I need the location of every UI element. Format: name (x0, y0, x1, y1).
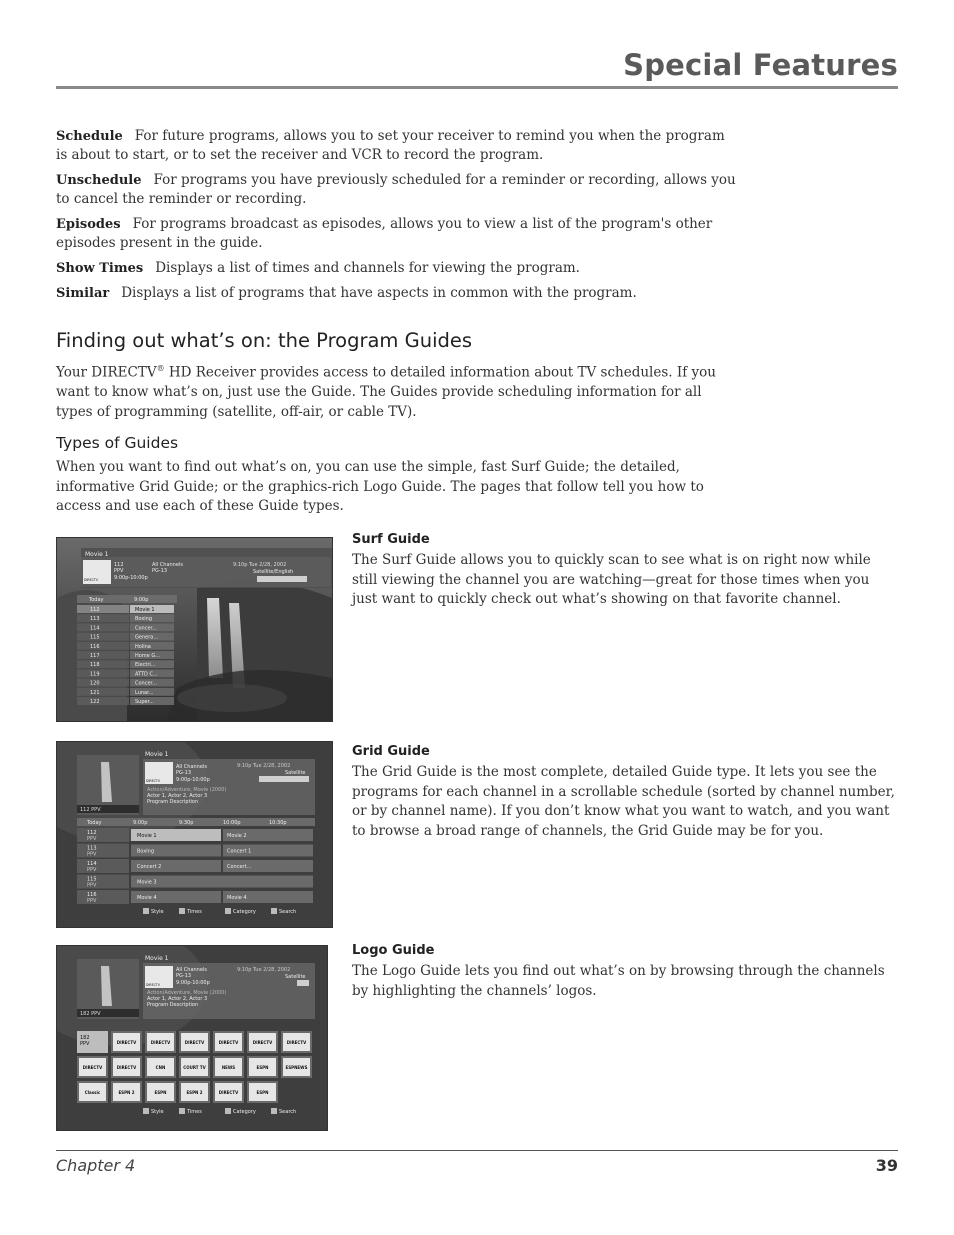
surf-channel-cell (77, 651, 129, 659)
grid-footer-label: Times (187, 909, 202, 915)
surf-channel-cell (77, 642, 129, 650)
logo-title: Movie 1 (145, 955, 169, 962)
grid-channels-label: All Channels (176, 764, 207, 770)
surf-channel-cell (77, 605, 129, 613)
surf-ppv: PPV (114, 568, 124, 574)
page-number: 39 (875, 1156, 898, 1175)
definition-term: Schedule (56, 129, 123, 144)
logo-tile-label: PPV (80, 1041, 90, 1047)
definition-item (56, 215, 736, 253)
surf-slot: 9:00p (134, 597, 149, 603)
grid-program-name: Boxing (137, 848, 155, 855)
grid-channel-number: 112 (87, 830, 97, 836)
logo-time: 9:00p-10:00p (176, 980, 210, 986)
remote-button-icon (143, 1108, 149, 1114)
grid-guide-screenshot (56, 741, 333, 928)
definition-text: Displays a list of programs that have aspects in common with the program. (121, 285, 637, 301)
surf-guide-section (352, 532, 897, 610)
logo-clock: 9:10p Tue 2/28, 2002 (237, 967, 291, 973)
header-rule (56, 86, 898, 89)
logo-guide-heading: Logo Guide (352, 943, 435, 958)
channel-logo-text: ESPN 2 (186, 1090, 203, 1095)
surf-today: Today (89, 597, 104, 603)
grid-time-label: 10:30p (269, 820, 287, 826)
surf-channel-number: 120 (90, 680, 100, 687)
surf-title: Movie 1 (85, 551, 109, 558)
logo-footer-label: Search (279, 1109, 297, 1115)
channel-logo-text: ESPN (154, 1090, 167, 1095)
definitions-list (56, 127, 736, 309)
svg-text:DIRECTV: DIRECTV (84, 578, 98, 582)
intro-rest: HD Receiver provides access to detailed information about TV schedules. If you want to know what’s on, just use the Guide. The Guides provide scheduling information for all types of programming (satellite, off-air, or cable TV). (56, 364, 716, 420)
surf-channel-cell (77, 688, 129, 696)
channel-logo-text: ESPN (256, 1065, 269, 1070)
definition-item (56, 171, 736, 209)
grid-channel-tag: PPV (87, 867, 97, 873)
channel-logo-text: DIRECTV (116, 1065, 137, 1070)
channel-logo-text: DIRECTV (116, 1040, 137, 1045)
grid-channel-cell (77, 890, 129, 904)
grid-channel-number: 113 (87, 845, 97, 852)
surf-program-name: Genera... (135, 634, 159, 641)
grid-rows (77, 828, 313, 904)
grid-genre: Action/Adventure, Movie (2000) (147, 787, 227, 793)
grid-footer-label: Style (151, 909, 164, 915)
remote-button-icon (271, 1108, 277, 1114)
registered-mark: ® (156, 364, 165, 373)
grid-program-name: Concert... (227, 864, 252, 870)
channel-logo-text: DIRECTV (82, 1065, 103, 1070)
grid-channel-cell (77, 875, 129, 889)
grid-time-label: 9:00p (133, 820, 148, 826)
surf-channel-number: 116 (90, 643, 100, 650)
channel-logo-text: ESPNEWS (285, 1065, 308, 1070)
surf-channel-number: 115 (90, 634, 100, 641)
remote-button-icon (179, 1108, 185, 1114)
definition-text: For future programs, allows you to set your receiver to remind you when the program is about to start, or to set the receiver and VCR to record the program. (56, 128, 725, 163)
surf-guide-heading: Surf Guide (352, 532, 430, 547)
grid-actors: Actor 1, Actor 2, Actor 3 (147, 793, 208, 799)
definition-term: Episodes (56, 217, 121, 232)
surf-channel-cell (77, 660, 129, 668)
definition-text: For programs broadcast as episodes, allows you to view a list of the program's other episodes present in the guide. (56, 216, 713, 251)
logo-channels-label: All Channels (176, 967, 207, 973)
surf-program-name: Movie 1 (135, 607, 155, 613)
grid-program-name: Movie 4 (227, 895, 247, 901)
logo-rating: PG-13 (176, 973, 192, 979)
surf-channel-cell (77, 623, 129, 631)
surf-program-name: ATTD C... (135, 671, 158, 678)
surf-channel-number: 122 (90, 699, 100, 705)
logo-preview-label: 182 PPV (80, 1011, 101, 1017)
surf-source: Satellite/English (253, 569, 294, 575)
channel-logo-text: CNN (155, 1065, 166, 1070)
grid-channel-tag: PPV (87, 882, 97, 889)
surf-guide-text: The Surf Guide allows you to quickly scan to see what is on right now while still viewing the channel you are watching—great for those times when you just want to quickly check out what’s showing on that favorite channel. (352, 552, 871, 607)
grid-program-name: Movie 3 (137, 879, 157, 886)
section-heading: Finding out what’s on: the Program Guides (56, 329, 473, 352)
surf-program-name: Hollna (135, 643, 151, 650)
logo-tile-label: 182 (80, 1035, 90, 1041)
surf-rows (77, 605, 174, 705)
surf-channel-number: 119 (90, 671, 100, 678)
chapter-label: Chapter 4 (56, 1156, 136, 1175)
surf-program-name: Concer... (135, 680, 157, 687)
logo-guide-section (352, 943, 897, 1001)
logo-tile-grid (77, 1031, 312, 1103)
types-heading: Types of Guides (56, 434, 179, 452)
logo-status-icon (297, 980, 309, 986)
remote-button-icon (225, 1108, 231, 1114)
grid-today: Today (87, 820, 102, 826)
definition-term: Similar (56, 286, 110, 301)
surf-channel-cell (77, 633, 129, 641)
definition-item (56, 259, 736, 278)
surf-clock: 9:10p Tue 2/28, 2002 (233, 562, 287, 568)
grid-clock: 9:10p Tue 2/28, 2002 (237, 763, 291, 769)
channel-logo-text: DIRECTV (184, 1040, 205, 1045)
section-intro (56, 359, 716, 422)
grid-desc: Program Description (147, 799, 199, 805)
logo-footer-label: Style (151, 1109, 164, 1115)
definition-text: For programs you have previously scheduled for a reminder or recording, allows you to cancel the reminder or recording. (56, 172, 736, 207)
surf-program-name: Boxing (135, 616, 153, 623)
surf-rating: PG-13 (152, 568, 168, 574)
surf-time: 9:00p-10:00p (114, 575, 148, 581)
channel-logo-text: NEWS (221, 1065, 236, 1070)
grid-channel-number: 116 (87, 892, 97, 898)
surf-channel-cell (77, 679, 129, 687)
grid-channel-cell (77, 859, 129, 873)
grid-source: Satellite (285, 770, 306, 776)
definition-item (56, 127, 736, 165)
logo-footer-label: Times (187, 1109, 202, 1115)
grid-time-label: 10:00p (223, 820, 241, 826)
grid-title: Movie 1 (145, 751, 169, 758)
definition-term: Show Times (56, 261, 144, 276)
surf-channel-cell (77, 614, 129, 622)
grid-program-name: Concert 2 (137, 864, 162, 870)
surf-program-name: Lunar... (135, 689, 154, 696)
grid-guide-section (352, 744, 897, 841)
surf-channel: 112 (114, 562, 124, 568)
logo-genre: Action/Adventure, Movie (2000) (147, 990, 227, 996)
svg-text:DIRECTV: DIRECTV (146, 983, 160, 987)
surf-channel-number: 113 (90, 616, 100, 623)
grid-program-name: Movie 1 (137, 833, 157, 839)
logo-desc: Program Description (147, 1002, 199, 1008)
surf-program-name: Concer... (135, 625, 157, 632)
grid-rating: PG-13 (176, 770, 192, 776)
logo-guide-text: The Logo Guide lets you find out what’s on by browsing through the channels by highlighting the channels’ logos. (352, 963, 885, 999)
channel-logo-text: DIRECTV (218, 1090, 239, 1095)
channel-logo-text: Classic (84, 1090, 101, 1095)
surf-program-name: Home G... (135, 653, 160, 659)
grid-program-name: Movie 4 (137, 895, 157, 901)
grid-guide-text: The Grid Guide is the most complete, detailed Guide type. It lets you see the programs for each channel in a scrollable schedule (sorted by channel number, or by channel name). If you don’t know what you want to watch, and you want to browse a broad range of channels, the Grid Guide may be for you. (352, 764, 895, 839)
channel-logo-text: ESPN 2 (118, 1090, 135, 1095)
remote-button-icon (143, 908, 149, 914)
grid-channel-tag: PPV (87, 851, 97, 858)
grid-channel-cell (77, 828, 129, 842)
page-title: Special Features (623, 48, 898, 82)
surf-channel-number: 121 (90, 689, 100, 696)
channel-logo-text: COURT TV (183, 1065, 206, 1070)
surf-program-name: Super... (135, 699, 154, 705)
definition-text: Displays a list of times and channels for viewing the program. (155, 260, 580, 276)
surf-channel-cell (77, 697, 129, 705)
surf-channel-number: 118 (90, 662, 100, 669)
intro-start: Your DIRECTV (56, 364, 157, 381)
remote-button-icon (225, 908, 231, 914)
surf-channels-label: All Channels (152, 562, 183, 568)
grid-status-icons (259, 776, 309, 782)
grid-footer-label: Category (233, 909, 256, 915)
surf-status-icons (257, 576, 307, 582)
surf-channel-number: 112 (90, 607, 100, 613)
surf-channel-number: 114 (90, 625, 100, 632)
grid-time: 9:00p-10:00p (176, 777, 210, 783)
logo-source: Satellite (285, 974, 306, 980)
grid-program-name: Concert 1 (227, 848, 252, 855)
types-text: When you want to find out what’s on, you can use the simple, fast Surf Guide; the detailed, informative Grid Guide; or the graphics-rich Logo Guide. The pages that follow tell you how to access and use each of these Guide types. (56, 459, 704, 514)
definition-term: Unschedule (56, 173, 142, 188)
remote-button-icon (179, 908, 185, 914)
grid-channel-cell (77, 844, 129, 858)
channel-logo-text: DIRECTV (286, 1040, 307, 1045)
grid-channel-tag: PPV (87, 898, 97, 904)
surf-channel-cell (77, 669, 129, 677)
grid-program-name: Movie 2 (227, 833, 247, 839)
svg-text:DIRECTV: DIRECTV (146, 779, 160, 783)
definition-item (56, 284, 736, 303)
channel-logo-text: DIRECTV (252, 1040, 273, 1045)
logo-guide-screenshot (56, 945, 328, 1131)
channel-logo-text: DIRECTV (150, 1040, 171, 1045)
logo-footer-label: Category (233, 1109, 256, 1115)
logo-actors: Actor 1, Actor 2, Actor 3 (147, 996, 208, 1002)
surf-channel-number: 117 (90, 653, 100, 659)
channel-logo-text: DIRECTV (218, 1040, 239, 1045)
grid-guide-heading: Grid Guide (352, 744, 430, 759)
grid-channel-tag: PPV (87, 836, 97, 842)
footer-rule (56, 1150, 898, 1151)
grid-channel-number: 114 (87, 861, 97, 867)
grid-program-cell (131, 876, 313, 888)
surf-program-name: Electri... (135, 662, 156, 669)
grid-preview-label: 112 PPV (80, 807, 101, 813)
grid-footer-label: Search (279, 909, 297, 915)
remote-button-icon (271, 908, 277, 914)
grid-channel-number: 115 (87, 876, 97, 883)
channel-logo-text: ESPN (256, 1090, 269, 1095)
surf-guide-screenshot (56, 537, 333, 722)
grid-time-label: 9:30p (179, 820, 194, 826)
